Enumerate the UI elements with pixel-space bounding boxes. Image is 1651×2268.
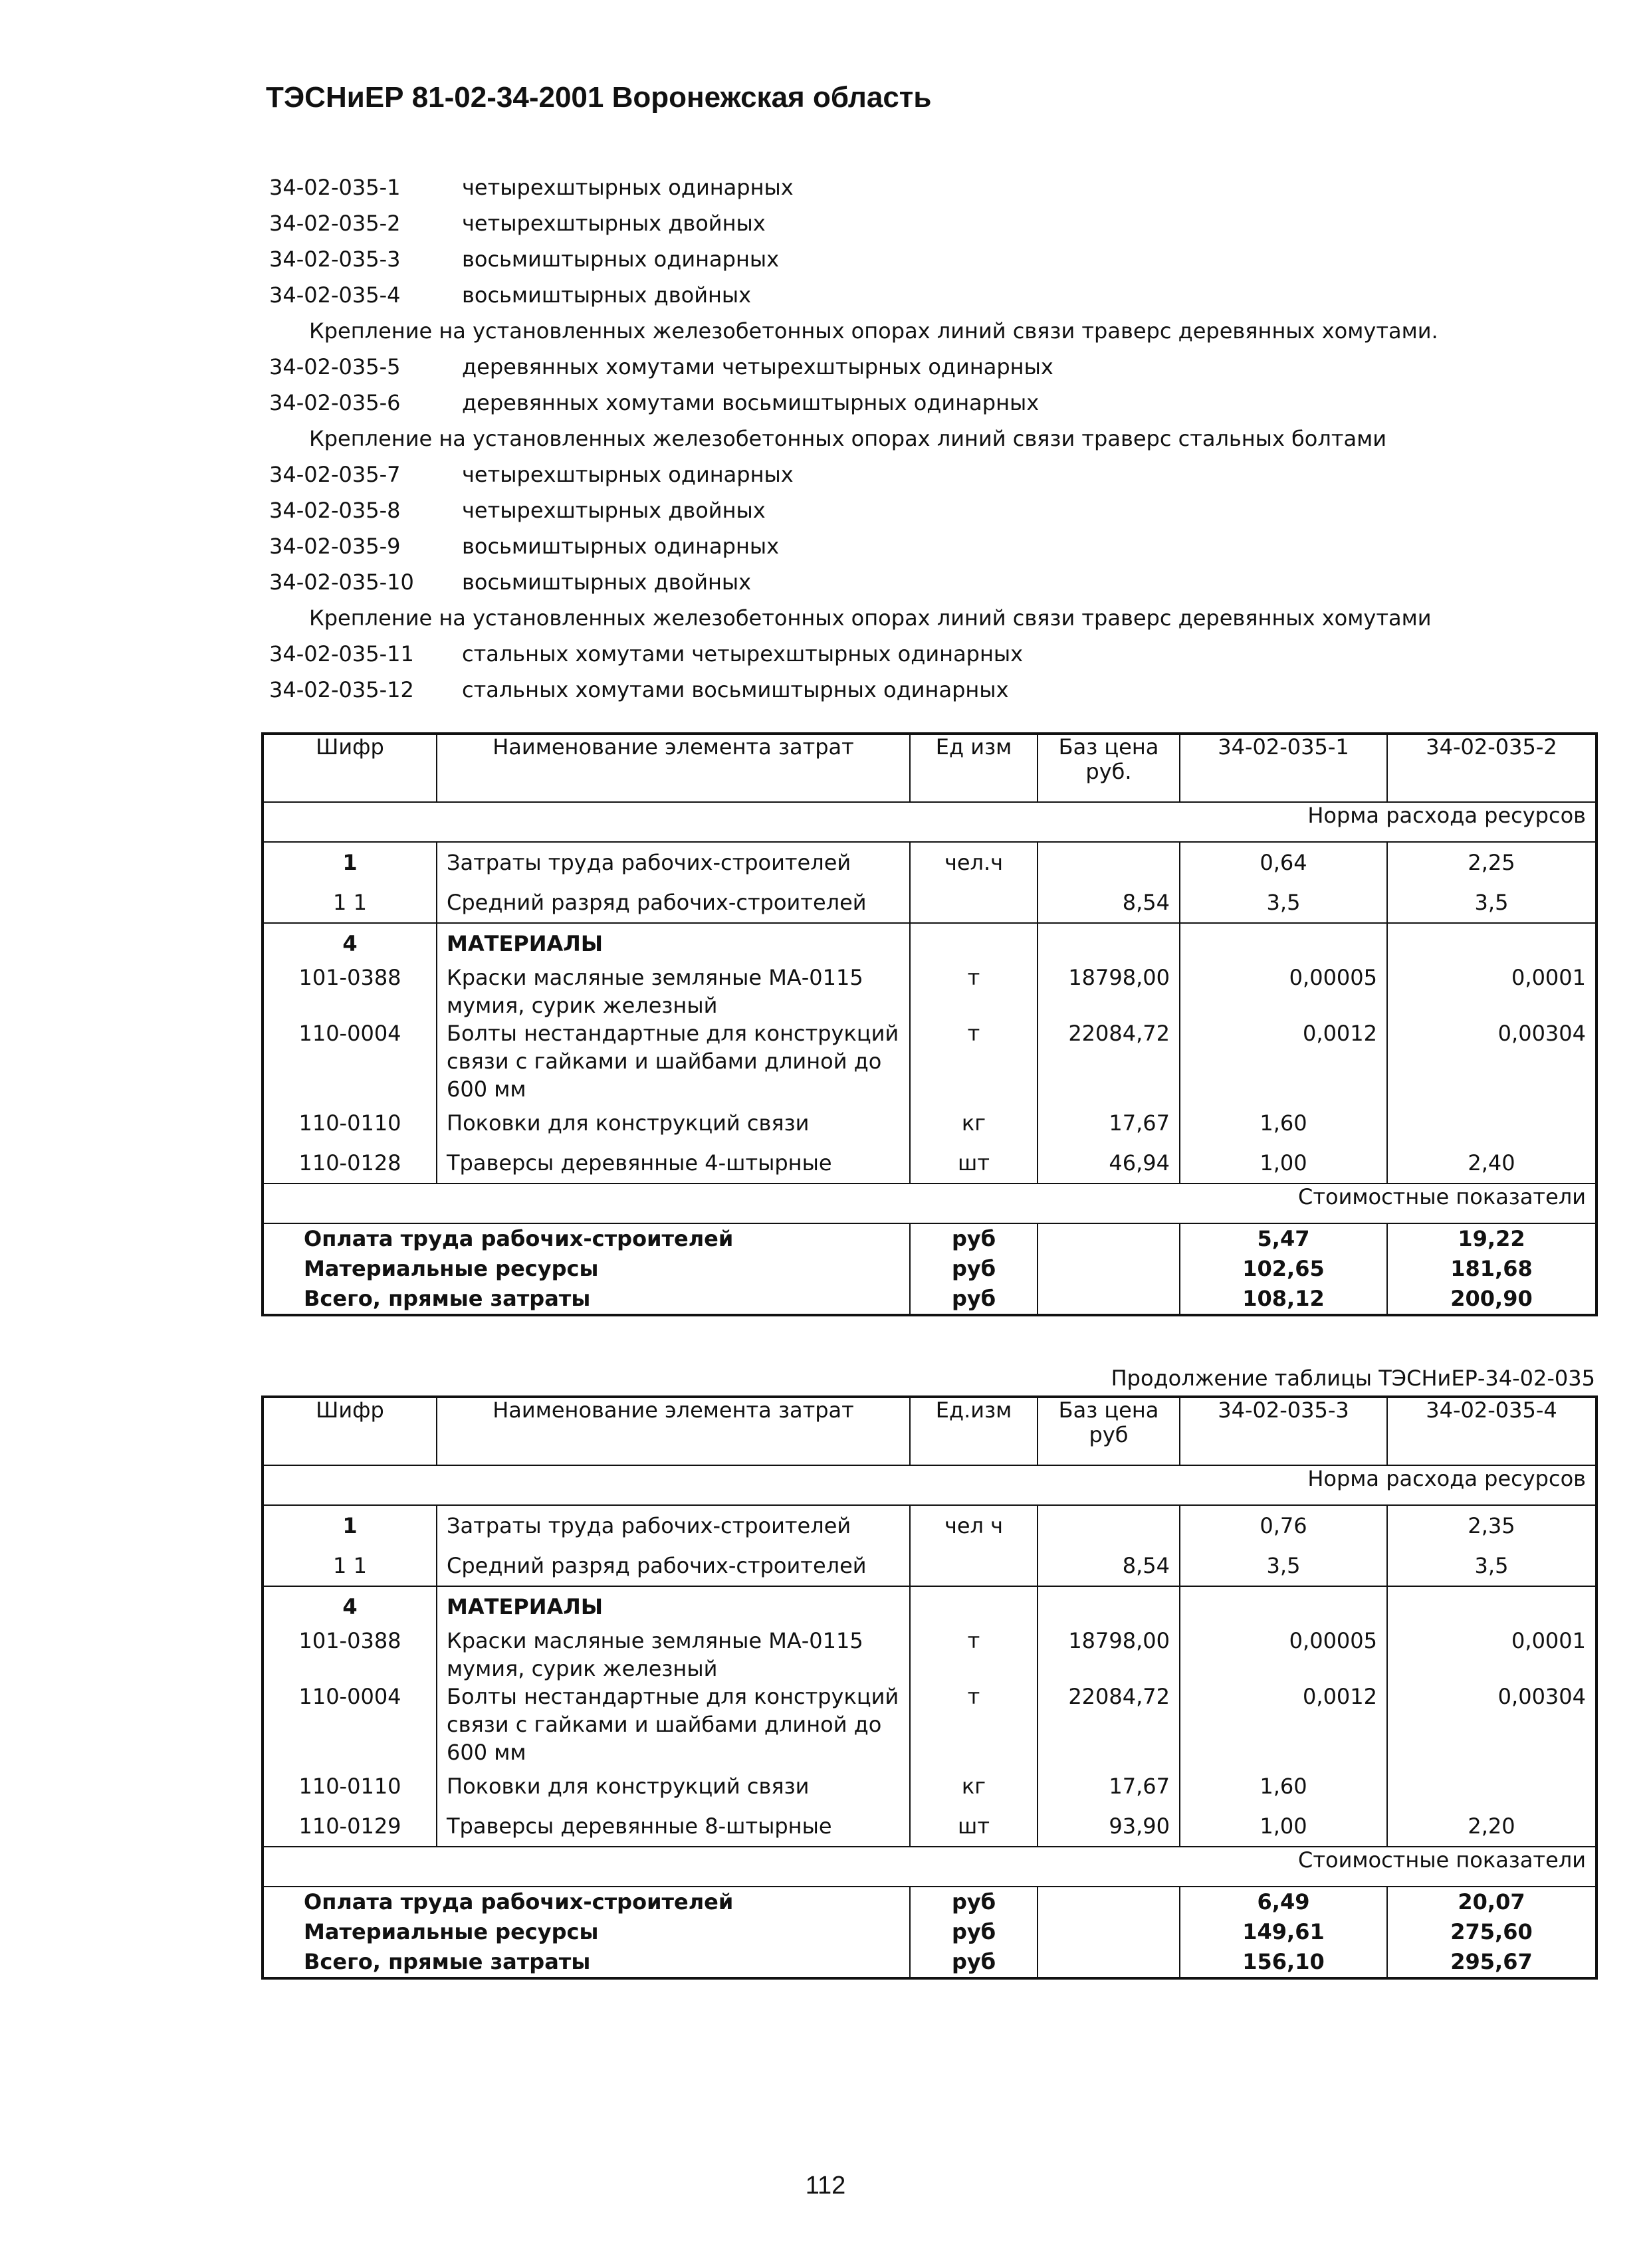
cost-unit: руб	[910, 1284, 1038, 1315]
cost-label: Стоимостные показатели	[263, 1184, 1596, 1223]
norm-label: Норма расхода ресурсов	[263, 1465, 1596, 1505]
cell-price: 8,54	[1038, 882, 1180, 923]
header-code: Шифр	[263, 1397, 437, 1465]
cell-unit	[910, 882, 1038, 923]
cost-label: Стоимостные показатели	[263, 1847, 1596, 1887]
cost-v1: 149,61	[1180, 1917, 1387, 1947]
item-text: Крепление на установленных железобетонных опорах линий связи траверс деревянных хомутами	[309, 605, 1432, 631]
cell-price: 22084,72	[1038, 1683, 1180, 1766]
table-row	[263, 1103, 1596, 1143]
cell-unit	[910, 1546, 1038, 1586]
cell-name: Краски масляные земляные МА-0115 мумия, сурик железный	[437, 1627, 910, 1683]
cell-name: Траверсы деревянные 4-штырные	[437, 1143, 910, 1184]
cost-v2: 19,22	[1387, 1223, 1596, 1254]
cell-v2: 0,0001	[1387, 1627, 1596, 1683]
cost-v1: 6,49	[1180, 1887, 1387, 1917]
list-item	[269, 205, 1598, 241]
cell-price: 22084,72	[1038, 1019, 1180, 1103]
item-code: 34-02-035-3	[269, 247, 401, 272]
table-row	[263, 1887, 1596, 1917]
section-heading	[269, 600, 1598, 636]
cell-price: 46,94	[1038, 1143, 1180, 1184]
cost-band	[263, 1847, 1596, 1887]
cost-v2: 275,60	[1387, 1917, 1596, 1947]
cost-v2: 295,67	[1387, 1947, 1596, 1978]
cell-unit: кг	[910, 1766, 1038, 1806]
item-text: стальных хомутами четырехштырных одинарных	[462, 641, 1024, 667]
cell-code: 1	[342, 1513, 358, 1538]
item-code: 34-02-035-2	[269, 211, 401, 236]
cell-name: Болты нестандартные для конструкций связи с гайками и шайбами длиной до 600 мм	[437, 1683, 910, 1766]
cell-code: 110-0129	[298, 1813, 401, 1839]
cell-code: 1	[342, 850, 358, 875]
section-heading	[269, 313, 1598, 349]
cell-v2: 0,00304	[1387, 1019, 1596, 1103]
cell-name: Средний разряд рабочих-строителей	[437, 1546, 910, 1586]
cell-v2	[1387, 1766, 1596, 1806]
cell-unit: шт	[910, 1806, 1038, 1847]
table-row	[263, 1223, 1596, 1254]
item-text: Крепление на установленных железобетонных опорах линий связи траверс деревянных хомутами.	[309, 318, 1438, 344]
cost-name: Всего, прямые затраты	[304, 1949, 591, 1974]
cell-code: 110-0110	[298, 1774, 401, 1799]
list-item	[269, 457, 1598, 492]
cell-v2: 2,20	[1387, 1806, 1596, 1847]
cell-v1: 3,5	[1180, 1546, 1387, 1586]
item-code: 34-02-035-10	[269, 569, 414, 595]
list-item	[269, 564, 1598, 600]
item-text: четырехштырных одинарных	[462, 462, 794, 487]
cell-v2: 0,00304	[1387, 1683, 1596, 1766]
list-item	[269, 349, 1598, 385]
cell-name: МАТЕРИАЛЫ	[437, 1586, 910, 1627]
item-code: 34-02-035-7	[269, 462, 401, 487]
cell-unit: т	[910, 1683, 1038, 1766]
cell-unit: т	[910, 1019, 1038, 1103]
item-code: 34-02-035-9	[269, 534, 401, 559]
cell-v2: 2,40	[1387, 1143, 1596, 1184]
header-col2: 34-02-035-4	[1387, 1397, 1596, 1465]
table-row	[263, 1947, 1596, 1978]
item-text: восьмиштырных одинарных	[462, 247, 780, 272]
table-row	[263, 1019, 1596, 1103]
item-text: деревянных хомутами восьмиштырных одинарных	[462, 390, 1040, 415]
norm-band	[263, 802, 1596, 842]
cell-name: Средний разряд рабочих-строителей	[437, 882, 910, 923]
item-code: 34-02-035-1	[269, 175, 401, 200]
cost-unit: руб	[910, 1223, 1038, 1254]
cell-code: 110-0004	[298, 1021, 401, 1046]
intro-list	[269, 169, 1598, 708]
cell-name: МАТЕРИАЛЫ	[437, 923, 910, 964]
cost-unit: руб	[910, 1917, 1038, 1947]
table-row	[263, 1586, 1596, 1627]
cell-v1: 0,0012	[1180, 1019, 1387, 1103]
table-row	[263, 1284, 1596, 1315]
item-text: восьмиштырных двойных	[462, 282, 752, 308]
cell-price	[1038, 842, 1180, 882]
cost-name: Оплата труда рабочих-строителей	[304, 1889, 734, 1914]
section-heading	[269, 421, 1598, 457]
cell-price: 17,67	[1038, 1766, 1180, 1806]
item-code: 34-02-035-12	[269, 677, 414, 702]
cell-code: 1 1	[333, 890, 367, 915]
header-code: Шифр	[263, 734, 437, 802]
cell-code: 1 1	[333, 1553, 367, 1578]
table-row	[263, 1627, 1596, 1683]
item-code: 34-02-035-11	[269, 641, 414, 667]
cell-v2	[1387, 1103, 1596, 1143]
cell-code: 110-0004	[298, 1684, 401, 1709]
cell-price: 93,90	[1038, 1806, 1180, 1847]
cell-code: 101-0388	[298, 965, 401, 990]
item-text: четырехштырных двойных	[462, 498, 766, 523]
cell-name: Затраты труда рабочих-строителей	[437, 1505, 910, 1546]
table-row	[263, 1806, 1596, 1847]
cell-unit: т	[910, 964, 1038, 1019]
cell-name: Поковки для конструкций связи	[437, 1103, 910, 1143]
norm-label: Норма расхода ресурсов	[263, 802, 1596, 842]
header-col1: 34-02-035-1	[1180, 734, 1387, 802]
cell-price: 8,54	[1038, 1546, 1180, 1586]
cell-v1: 3,5	[1180, 882, 1387, 923]
cell-v1: 1,00	[1180, 1806, 1387, 1847]
cost-v1: 156,10	[1180, 1947, 1387, 1978]
resource-table-1	[261, 732, 1598, 1316]
list-item	[269, 528, 1598, 564]
table-row	[263, 1766, 1596, 1806]
table-header-row	[263, 734, 1596, 802]
header-name: Наименование элемента затрат	[437, 734, 910, 802]
header-unit: Ед.изм	[910, 1397, 1038, 1465]
item-text: восьмиштырных двойных	[462, 569, 752, 595]
list-item	[269, 672, 1598, 708]
cell-v1: 1,00	[1180, 1143, 1387, 1184]
cell-price: 18798,00	[1038, 1627, 1180, 1683]
cell-price	[1038, 1505, 1180, 1546]
item-text: деревянных хомутами четырехштырных одинарных	[462, 354, 1053, 379]
cell-unit: шт	[910, 1143, 1038, 1184]
cell-code: 110-0110	[298, 1110, 401, 1136]
cost-v2: 181,68	[1387, 1254, 1596, 1284]
cell-code: 110-0128	[298, 1150, 401, 1176]
item-code: 34-02-035-5	[269, 354, 401, 379]
cell-unit: т	[910, 1627, 1038, 1683]
cost-name: Материальные ресурсы	[304, 1256, 599, 1281]
list-item	[269, 277, 1598, 313]
list-item	[269, 241, 1598, 277]
header-unit: Ед изм	[910, 734, 1038, 802]
list-item	[269, 385, 1598, 421]
table-row	[263, 1683, 1596, 1766]
item-text: восьмиштырных одинарных	[462, 534, 780, 559]
cell-v2: 3,5	[1387, 1546, 1596, 1586]
item-text: четырехштырных двойных	[462, 211, 766, 236]
header-price: Баз цена руб	[1038, 1397, 1180, 1465]
cell-v1: 1,60	[1180, 1766, 1387, 1806]
cell-code: 4	[263, 923, 437, 964]
cost-v2: 20,07	[1387, 1887, 1596, 1917]
list-item	[269, 169, 1598, 205]
cost-unit: руб	[910, 1947, 1038, 1978]
cost-v2: 200,90	[1387, 1284, 1596, 1315]
cost-v1: 108,12	[1180, 1284, 1387, 1315]
cost-v1: 5,47	[1180, 1223, 1387, 1254]
cell-v1: 0,0012	[1180, 1683, 1387, 1766]
cost-band	[263, 1184, 1596, 1223]
cost-name: Материальные ресурсы	[304, 1919, 599, 1944]
cell-v1: 0,76	[1180, 1505, 1387, 1546]
cell-unit: чел.ч	[910, 842, 1038, 882]
resource-table-2	[261, 1395, 1598, 1980]
item-code: 34-02-035-6	[269, 390, 401, 415]
table-row	[263, 1143, 1596, 1184]
header-col2: 34-02-035-2	[1387, 734, 1596, 802]
cell-price: 18798,00	[1038, 964, 1180, 1019]
item-text: четырехштырных одинарных	[462, 175, 794, 200]
cell-v1: 0,64	[1180, 842, 1387, 882]
item-text: стальных хомутами восьмиштырных одинарных	[462, 677, 1009, 702]
cell-code: 101-0388	[298, 1628, 401, 1653]
cell-v2: 0,0001	[1387, 964, 1596, 1019]
table-row	[263, 1505, 1596, 1546]
header-col1: 34-02-035-3	[1180, 1397, 1387, 1465]
cost-name: Всего, прямые затраты	[304, 1286, 591, 1311]
cell-v2: 2,35	[1387, 1505, 1596, 1546]
cost-unit: руб	[910, 1887, 1038, 1917]
header-name: Наименование элемента затрат	[437, 1397, 910, 1465]
cost-v1: 102,65	[1180, 1254, 1387, 1284]
cell-name: Траверсы деревянные 8-штырные	[437, 1806, 910, 1847]
header-price: Баз цена руб.	[1038, 734, 1180, 802]
cell-unit: чел ч	[910, 1505, 1038, 1546]
list-item	[269, 636, 1598, 672]
cell-name: Затраты труда рабочих-строителей	[437, 842, 910, 882]
table-header-row	[263, 1397, 1596, 1465]
cost-name: Оплата труда рабочих-строителей	[304, 1226, 734, 1251]
cell-name: Краски масляные земляные МА-0115 мумия, сурик железный	[437, 964, 910, 1019]
cell-name: Поковки для конструкций связи	[437, 1766, 910, 1806]
table-row	[263, 1546, 1596, 1586]
table-row	[263, 882, 1596, 923]
cell-v2: 3,5	[1387, 882, 1596, 923]
cell-name: Болты нестандартные для конструкций связи с гайками и шайбами длиной до 600 мм	[437, 1019, 910, 1103]
continuation-caption: Продолжение таблицы ТЭСНиЕР-34-02-035	[1111, 1366, 1595, 1391]
cost-unit: руб	[910, 1254, 1038, 1284]
cell-v1: 0,00005	[1180, 964, 1387, 1019]
item-code: 34-02-035-4	[269, 282, 401, 308]
cell-code: 4	[263, 1586, 437, 1627]
item-text: Крепление на установленных железобетонных опорах линий связи траверс стальных болтами	[309, 426, 1386, 451]
table-row	[263, 1917, 1596, 1947]
page-number: 112	[805, 2172, 846, 2200]
cell-price: 17,67	[1038, 1103, 1180, 1143]
cell-v1: 0,00005	[1180, 1627, 1387, 1683]
table-row	[263, 964, 1596, 1019]
cell-unit: кг	[910, 1103, 1038, 1143]
table-row	[263, 1254, 1596, 1284]
table-row	[263, 923, 1596, 964]
page-title: ТЭСНиЕР 81-02-34-2001 Воронежская область	[266, 81, 932, 114]
cell-v2: 2,25	[1387, 842, 1596, 882]
item-code: 34-02-035-8	[269, 498, 401, 523]
table-row	[263, 842, 1596, 882]
list-item	[269, 492, 1598, 528]
norm-band	[263, 1465, 1596, 1505]
cell-v1: 1,60	[1180, 1103, 1387, 1143]
